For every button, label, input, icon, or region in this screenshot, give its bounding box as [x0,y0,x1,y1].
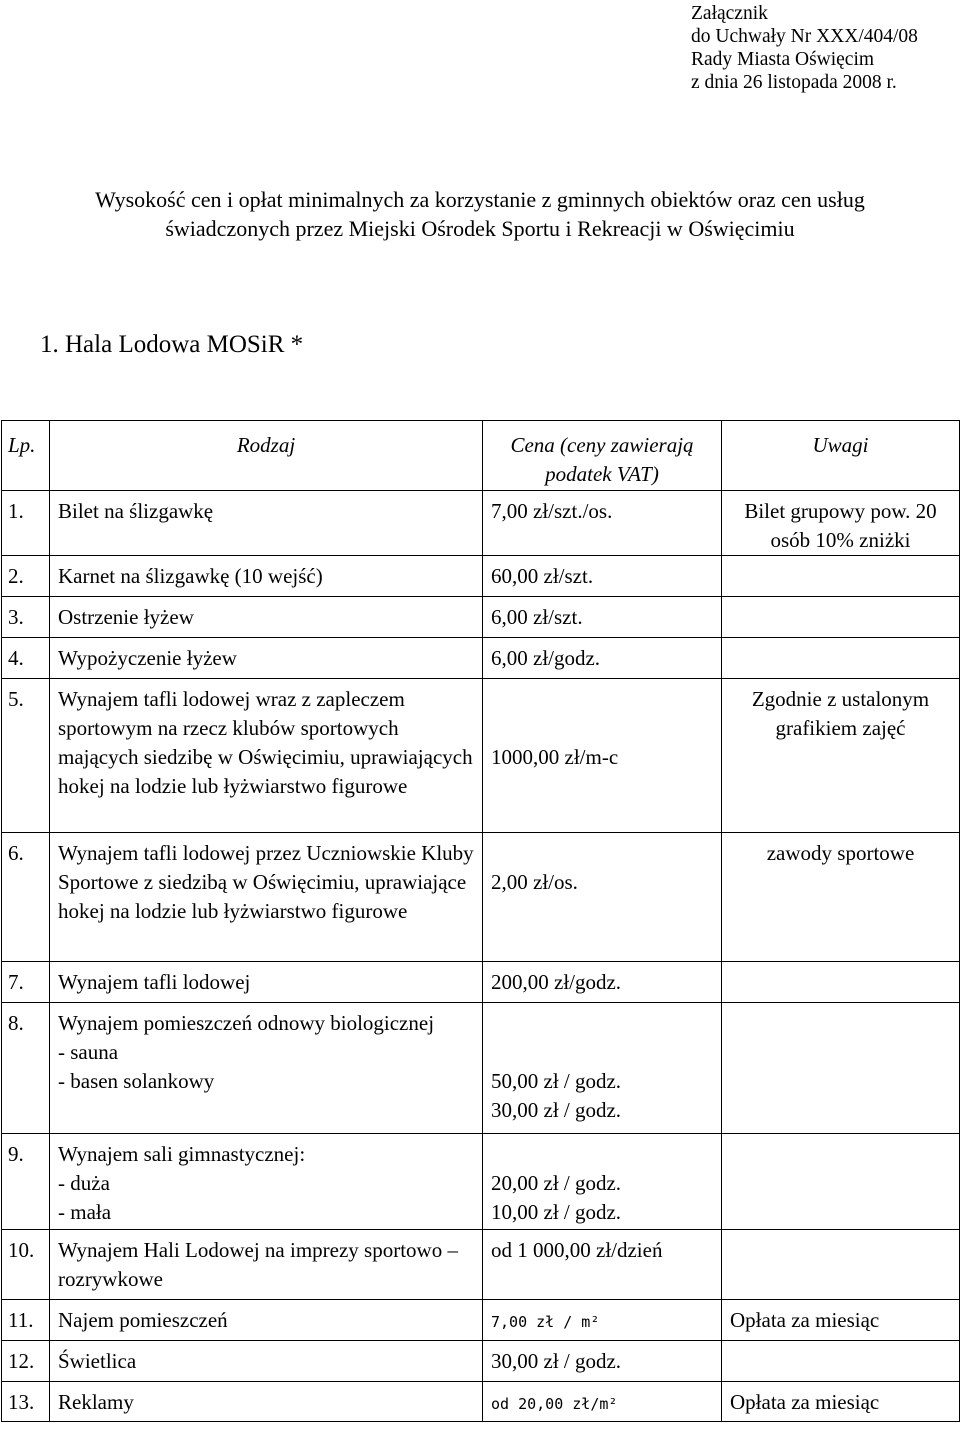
row-note: zawody sportowe [722,833,960,962]
row-price-line: 50,00 zł / godz. [491,1069,622,1093]
price-table [1,420,960,1422]
row-note: Zgodnie z ustalonym grafikiem zajęć [722,679,960,833]
table-row [2,597,960,638]
header-note: Uwagi [722,421,960,491]
row-kind: Ostrzenie łyżew [50,597,483,638]
row-price [483,1382,722,1422]
row-price: 60,00 zł/szt. [483,556,722,597]
row-lp: 10. [2,1230,50,1300]
row-kind: Wypożyczenie łyżew [50,638,483,679]
row-price-text: 7,00 zł / m² [491,1313,600,1331]
annex-line: do Uchwały Nr XXX/404/08 [691,26,918,47]
row-note [722,1230,960,1300]
table-row [2,833,960,962]
row-kind: Świetlica [50,1341,483,1382]
header-price: Cena (ceny zawierają podatek VAT) [483,421,722,491]
header-kind: Rodzaj [50,421,483,491]
table-row [2,1003,960,1134]
table-row [2,491,960,556]
row-lp: 3. [2,597,50,638]
row-lp: 13. [2,1382,50,1422]
row-price: 30,00 zł / godz. [483,1341,722,1382]
row-lp: 12. [2,1341,50,1382]
title-line: świadczonych przez Miejski Ośrodek Sportu i Rekreacji w Oświęcimiu [165,216,795,241]
table-row [2,1134,960,1230]
row-price: 2,00 zł/os. [483,833,722,962]
row-note [722,1003,960,1134]
row-price: 200,00 zł/godz. [483,962,722,1003]
table-row [2,1341,960,1382]
row-kind-line: - mała [58,1200,112,1224]
row-kind: Karnet na ślizgawkę (10 wejść) [50,556,483,597]
row-price-line: 10,00 zł / godz. [491,1200,622,1224]
table-header-row [2,421,960,491]
row-note: Opłata za miesiąc [722,1300,960,1341]
title-line: Wysokość cen i opłat minimalnych za korzystanie z gminnych obiektów oraz cen usług [95,187,865,212]
row-note [722,962,960,1003]
row-kind [50,1134,483,1230]
row-kind: Wynajem tafli lodowej przez Uczniowskie Kluby Sportowe z siedzibą w Oświęcimiu, uprawiające hokej na lodzie lub łyżwiarstwo figurowe [50,833,483,962]
row-lp: 9. [2,1134,50,1230]
header-lp: Lp. [2,421,50,491]
row-kind: Wynajem Hali Lodowej na imprezy sportowo – rozrywkowe [50,1230,483,1300]
table-row [2,962,960,1003]
row-kind-line: - sauna [58,1040,119,1064]
row-price [483,1003,722,1134]
row-note [722,1134,960,1230]
row-price: od 1 000,00 zł/dzień [483,1230,722,1300]
row-lp: 11. [2,1300,50,1341]
row-price: 1000,00 zł/m-c [483,679,722,833]
table-row [2,1230,960,1300]
table-row [2,638,960,679]
row-note: Bilet grupowy pow. 20 osób 10% zniżki [722,491,960,556]
annex-line: z dnia 26 listopada 2008 r. [691,72,897,93]
row-note [722,597,960,638]
section-title: 1. Hala Lodowa MOSiR * [40,331,304,358]
row-kind: Reklamy [50,1382,483,1422]
row-price: 6,00 zł/szt. [483,597,722,638]
row-note [722,556,960,597]
row-kind: Najem pomieszczeń [50,1300,483,1341]
row-lp: 8. [2,1003,50,1134]
row-lp: 7. [2,962,50,1003]
table-row [2,1300,960,1341]
row-lp: 6. [2,833,50,962]
table-row [2,556,960,597]
row-price [483,1134,722,1230]
row-kind: Wynajem tafli lodowej wraz z zapleczem sportowym na rzecz klubów sportowych mających siedzibę w Oświęcimiu, uprawiających hokej na lodzie lub łyżwiarstwo figurowe [50,679,483,833]
row-note [722,638,960,679]
row-price: 7,00 zł/szt./os. [483,491,722,556]
row-kind-line: - basen solankowy [58,1069,215,1093]
row-lp: 5. [2,679,50,833]
row-kind-line: - duża [58,1171,110,1195]
table-row [2,1382,960,1422]
annex-line: Załącznik [691,3,768,24]
table-row [2,679,960,833]
row-lp: 4. [2,638,50,679]
row-kind: Bilet na ślizgawkę [50,491,483,556]
row-kind-line: Wynajem sali gimnastycznej: [58,1142,306,1166]
row-lp: 2. [2,556,50,597]
row-note: Opłata za miesiąc [722,1382,960,1422]
row-price [483,1300,722,1341]
row-price-text: od 20,00 zł/m² [491,1395,618,1413]
row-kind [50,1003,483,1134]
row-note [722,1341,960,1382]
document-title [0,185,960,243]
row-price-line: 20,00 zł / godz. [491,1171,622,1195]
row-price: 6,00 zł/godz. [483,638,722,679]
row-lp: 1. [2,491,50,556]
row-kind-line: Wynajem pomieszczeń odnowy biologicznej [58,1011,435,1035]
annex-header [691,2,918,94]
annex-line: Rady Miasta Oświęcim [691,49,875,70]
row-kind: Wynajem tafli lodowej [50,962,483,1003]
row-price-line: 30,00 zł / godz. [491,1098,622,1122]
